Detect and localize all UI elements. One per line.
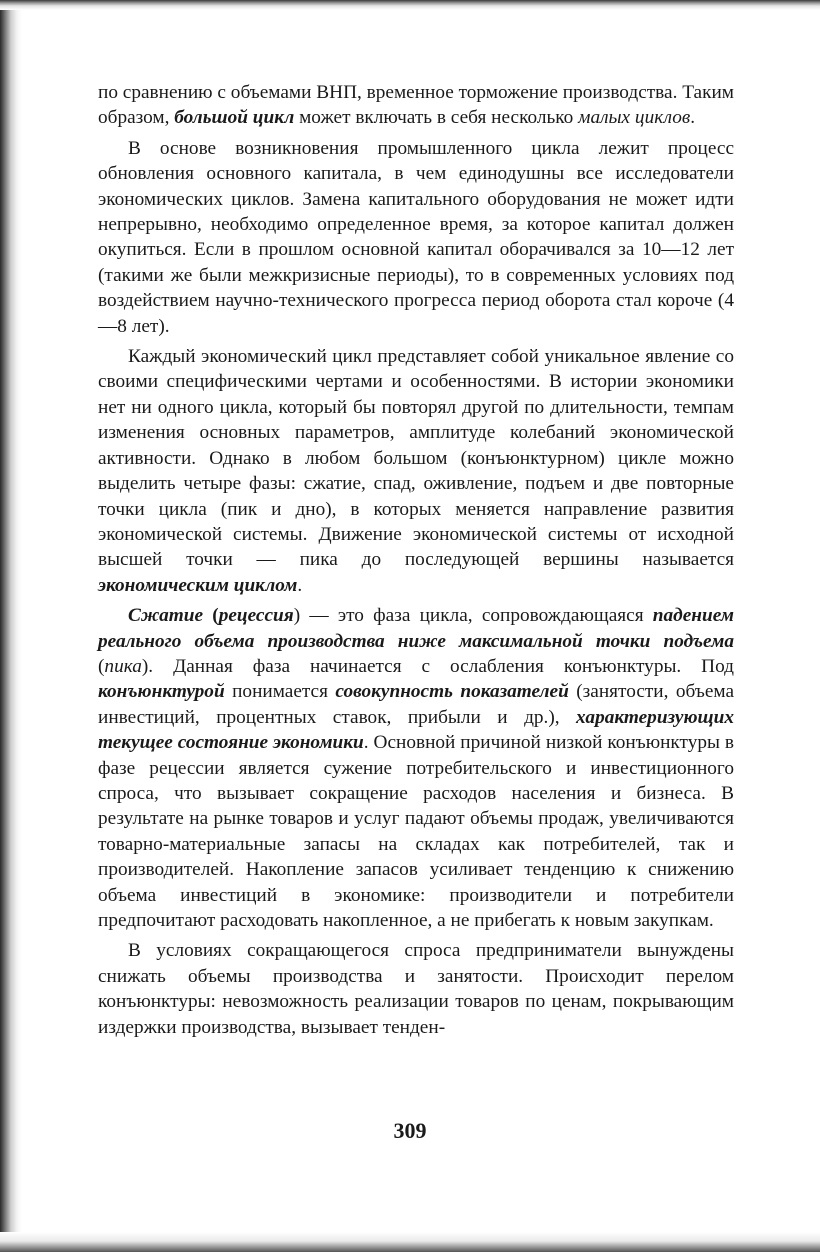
term-conjuncture: конъюнктурой bbox=[98, 681, 225, 703]
page-edge-shadow-left bbox=[0, 0, 22, 1252]
paragraph-4-paren-open: ( bbox=[203, 605, 219, 627]
paragraph-3 bbox=[98, 344, 734, 598]
paragraph-4-text-j: понимается bbox=[224, 681, 336, 703]
page-body bbox=[98, 80, 734, 1045]
paragraph-1-text-c: может включать в себя несколько bbox=[294, 107, 579, 129]
paragraph-4-text-d: ) — это фаза цикла, сопровождающаяся bbox=[293, 605, 653, 627]
paragraph-1-text-e: . bbox=[690, 107, 696, 129]
paragraph-4-paren-open-2: ( bbox=[98, 655, 105, 677]
term-small-cycles: малых циклов bbox=[578, 107, 691, 129]
paragraph-4-text-n: . Основной причиной низкой конъюнктуры в фазе рецессии является сужение потребительского и инвестиционного спроса, что вызывает сокращение расходов населения и бизнеса. В результате на рынке товаров и услуг падают объемы продаж, увеличиваются товарно-материальные запасы на складах как потребителей, так и производителей. Накопление запасов усиливает тенденцию к снижению объема инвестиций в экономике: производители и потребители предпочитают расходовать накопленное, а не прибегать к новым закупкам. bbox=[98, 732, 734, 931]
paragraph-2: В основе возникновения промышленного цикла лежит процесс обновления основного капитала, в чем единодушны все исследователи экономических циклов. Замена капитального оборудования не может идти непрерывно, необходимо определенное время, за которое капитал должен окупиться. Если в прошлом основной капитал оборачивался за 10—12 лет (такими же были межкризисные периоды), то в современных условиях под воздействием научно-технического прогресса период оборота стал короче (4—8 лет). bbox=[98, 137, 734, 337]
term-contraction: Сжатие bbox=[128, 605, 204, 627]
paragraph-5: В условиях сокращающегося спроса предприниматели вынуждены снижать объемы производства и занятости. Происходит перелом конъюнктуры: невозможность реализации товаров по ценам, покрывающим издержки производства, вызывает тенден- bbox=[98, 940, 734, 1038]
paragraph-3-text-a: Каждый экономический цикл представляет собой уникальное явление со своими специфическими чертами и особенностями. В истории экономики нет ни одного цикла, который бы повторял другой по длительности, темпам изменения основных параметров, амплитуде колебаний экономической активности. Однако в любом большом (конъюнктурном) цикле можно выделить четыре фазы: сжатие, спад, оживление, подъем и две повторные точки цикла (пик и дно), в которых меняется направление развития экономической системы. Движение экономической системы от исходной высшей точки — пика до последующей вершины называется bbox=[98, 346, 734, 571]
paragraph-3-text-c: . bbox=[297, 574, 303, 596]
paragraph-1 bbox=[98, 80, 734, 131]
page-edge-shadow-top bbox=[0, 0, 820, 10]
term-peak: пика bbox=[104, 655, 142, 677]
page-edge-shadow-bottom bbox=[0, 1232, 820, 1252]
term-current-state: характеризующих текущее состояние экономики bbox=[98, 706, 734, 754]
page-number: 309 bbox=[393, 1118, 427, 1143]
term-economic-cycle: экономическим циклом bbox=[98, 574, 298, 596]
paragraph-1-text-a: по сравнению с объемами ВНП, временное торможение производства. Таким образом, bbox=[98, 82, 734, 129]
paragraph-4-text-h: ). Данная фаза начинается с ослабления конъюнктуры. Под bbox=[141, 655, 734, 677]
term-recession: рецессия bbox=[218, 605, 294, 627]
paragraph-4-text-l: (занятости, объема инвестиций, процентных ставок, прибыли и др.), bbox=[98, 681, 735, 728]
term-big-cycle: большой цикл bbox=[174, 107, 295, 129]
paragraph-4 bbox=[98, 603, 734, 933]
term-output-drop: падением реального объема производства ниже максимальной точки подъема bbox=[98, 605, 734, 652]
term-indicators: совокупность показателей bbox=[335, 681, 569, 703]
